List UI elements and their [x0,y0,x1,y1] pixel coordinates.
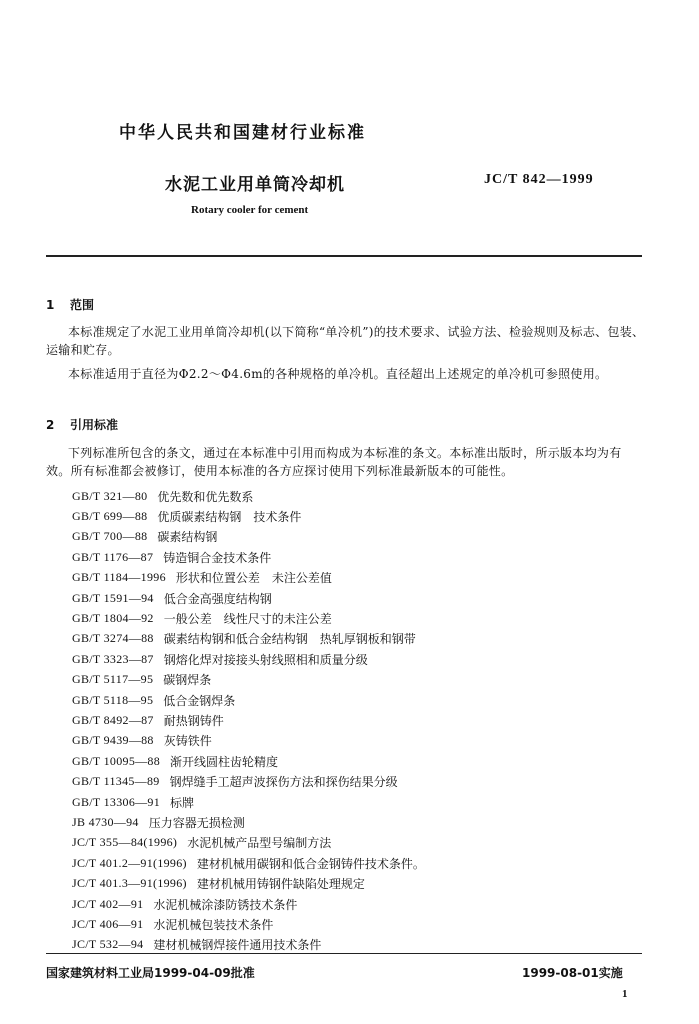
english-title: Rotary cooler for cement [191,204,309,216]
reference-item [72,731,425,751]
reference-title: 压力容器无损检测 [148,815,245,830]
header-divider [46,255,642,257]
reference-item [72,873,425,893]
reference-item [72,527,425,547]
reference-item [72,751,425,771]
reference-title: 一般公差 线性尺寸的未注公差 [163,612,332,627]
document-title: 水泥工业用单筒冷却机 [165,175,345,195]
reference-item [72,608,425,628]
reference-title: 渐开线圆柱齿轮精度 [170,754,279,769]
reference-code: JC/T 401.2—91(1996) [72,855,187,870]
reference-title: 耐热钢铸件 [163,713,224,728]
reference-code: GB/T 5118—95 [72,692,154,707]
reference-title: 碳素结构钢和低合金结构钢 热轧厚钢板和钢带 [163,632,416,647]
reference-item [72,710,425,730]
reference-item [72,812,425,832]
reference-title: 水泥机械产品型号编制方法 [187,836,332,851]
section-heading-references [46,416,118,433]
reference-code: GB/T 11345—89 [72,774,160,789]
reference-title: 铸造铜合金技术条件 [163,550,272,565]
reference-code: JB 4730—94 [72,814,139,829]
reference-code: GB/T 3274—88 [72,631,154,646]
reference-title: 优先数和优先数系 [157,489,254,504]
reference-title: 标牌 [170,795,195,810]
reference-item [72,670,425,690]
reference-list [72,486,425,955]
scope-paragraph-1: 本标准规定了水泥工业用单筒冷却机(以下简称“单冷机”)的技术要求、试验方法、检验规则及标志、包装、运输和贮存。 [46,325,645,357]
section-number: 2 [46,418,55,432]
reference-title: 碳钢焊条 [163,673,212,688]
reference-title: 建材机械钢焊接件通用技术条件 [153,938,322,953]
reference-title: 建材机械用铸钢件缺陷处理规定 [196,877,365,892]
reference-code: GB/T 8492—87 [72,712,154,727]
reference-code: GB/T 1184—1996 [72,570,166,585]
references-paragraph: 下列标准所包含的条文，通过在本标准中引用而构成为本标准的条文。本标准出版时，所示版本均为有效。所有标准都会被修订，使用本标准的各方应探讨使用下列标准最新版本的可能性。 [46,446,622,478]
reference-code: GB/T 1591—94 [72,590,154,605]
reference-code: GB/T 13306—91 [72,794,161,809]
reference-code: JC/T 355—84(1996) [72,835,178,850]
reference-title: 建材机械用碳钢和低合金钢铸件技术条件。 [196,856,425,871]
reference-item [72,935,425,955]
reference-item [72,588,425,608]
reference-code: GB/T 1176—87 [72,549,154,564]
reference-code: JC/T 402—91 [72,896,144,911]
issuing-organization: 中华人民共和国建材行业标准 [119,123,366,143]
approval-date: 国家建筑材料工业局1999-04-09批准 [46,966,255,980]
reference-code: JC/T 406—91 [72,916,144,931]
reference-title: 形状和位置公差 未注公差值 [175,571,332,586]
section-heading-scope [46,296,94,313]
reference-item [72,506,425,526]
reference-code: GB/T 700—88 [72,529,148,544]
reference-title: 钢熔化焊对接接头射线照相和质量分级 [163,652,368,667]
reference-title: 优质碳素结构钢 技术条件 [157,510,302,525]
reference-item [72,690,425,710]
reference-item [72,792,425,812]
reference-item [72,914,425,934]
reference-item [72,649,425,669]
standard-number: JC/T 842—1999 [484,172,594,187]
reference-title: 灰铸铁件 [163,734,212,749]
reference-title: 钢焊缝手工超声波探伤方法和探伤结果分级 [169,775,398,790]
effective-date: 1999-08-01实施 [522,966,623,980]
reference-code: GB/T 10095—88 [72,753,161,768]
section-title: 引用标准 [70,418,119,432]
reference-title: 水泥机械涂漆防锈技术条件 [153,897,298,912]
reference-item [72,894,425,914]
reference-code: GB/T 321—80 [72,488,148,503]
footer-divider [46,953,642,954]
reference-item [72,568,425,588]
reference-item [72,486,425,506]
reference-title: 低合金高强度结构钢 [163,591,272,606]
reference-item [72,833,425,853]
reference-code: GB/T 5117—95 [72,672,154,687]
reference-item [72,853,425,873]
page-number: 1 [622,988,628,1000]
reference-title: 低合金钢焊条 [163,693,236,708]
reference-code: GB/T 3323—87 [72,651,154,666]
reference-title: 水泥机械包装技术条件 [153,917,274,932]
section-title: 范围 [70,298,95,312]
reference-code: JC/T 401.3—91(1996) [72,876,187,891]
reference-code: GB/T 1804—92 [72,611,154,626]
reference-code: JC/T 532—94 [72,937,144,952]
reference-item [72,547,425,567]
reference-code: GB/T 699—88 [72,509,148,524]
reference-item [72,771,425,791]
reference-item [72,629,425,649]
reference-title: 碳素结构钢 [157,530,218,545]
section-number: 1 [46,298,55,312]
reference-code: GB/T 9439—88 [72,733,154,748]
scope-paragraph-2: 本标准适用于直径为Φ2.2～Φ4.6m的各种规格的单冷机。直径超出上述规定的单冷机可参照使用。 [68,367,608,381]
